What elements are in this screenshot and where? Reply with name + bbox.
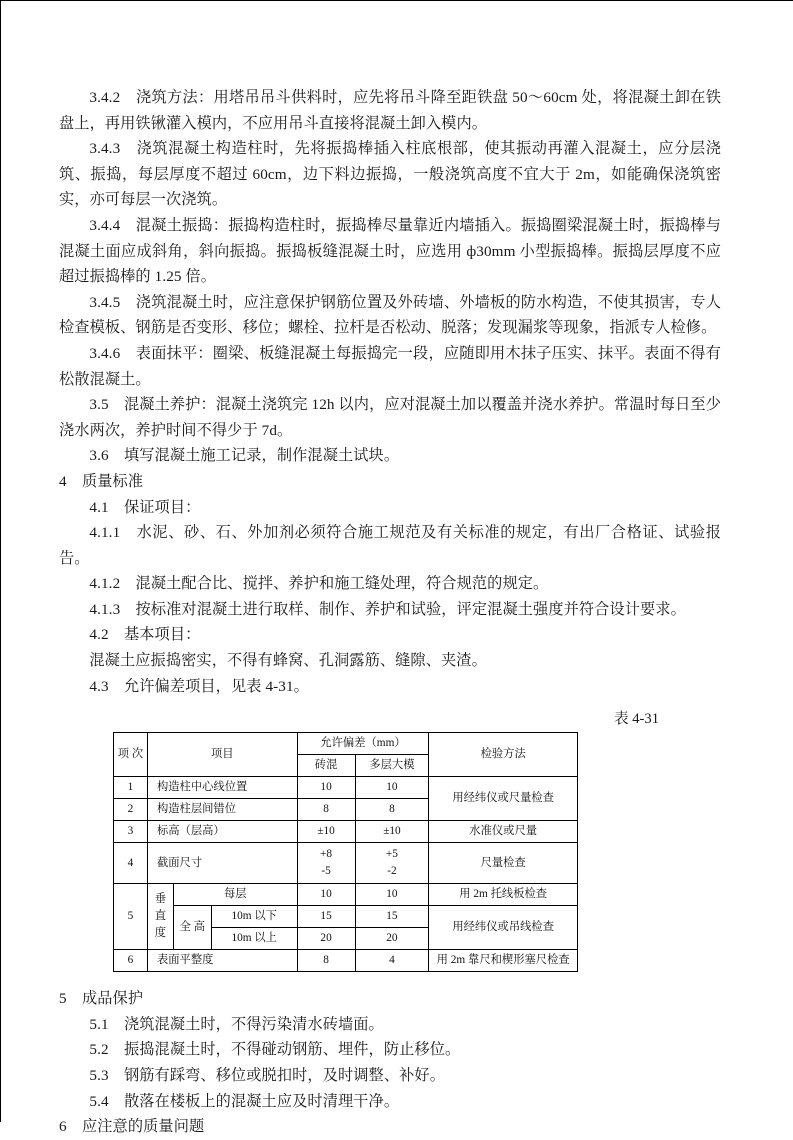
paragraph-3-4-2: 3.4.2 浇筑方法：用塔吊吊斗供料时，应先将吊斗降至距铁盘 50～60cm 处，将混凝土卸在铁盘上，再用铁锹灌入模内，不应用吊斗直接将混凝土卸入模内。 bbox=[59, 89, 721, 132]
row-5b-label: 10m 以下 bbox=[211, 906, 297, 928]
heading-5-product-protection: 5 成品保护 bbox=[59, 990, 144, 1008]
header-sub-multilayer-large-form: 多层大模 bbox=[355, 755, 429, 777]
tolerance-table-wrapper bbox=[113, 732, 578, 972]
table-row bbox=[114, 821, 578, 843]
header-index-line1: 项 bbox=[117, 748, 130, 761]
paragraph-3-4-4: 3.4.4 混凝土振捣：振捣构造柱时，振捣棒尽量靠近内墙插入。振捣圈梁混凝土时，振捣棒与混凝土面应成斜角，斜向振捣。振捣板缝混凝土时，应选用 ф30mm 小型振捣棒。振捣层厚度不应超过振捣棒的 1.25 倍。 bbox=[59, 216, 721, 286]
header-index-line2: 次 bbox=[131, 748, 144, 761]
paragraph-5-2: 5.2 振捣混凝土时，不得碰动钢筋、埋件，防止移位。 bbox=[89, 1041, 461, 1059]
table-row bbox=[114, 843, 578, 884]
table-row bbox=[114, 906, 578, 928]
row-5-group-char-1: 垂 bbox=[154, 893, 167, 906]
row-3-no: 3 bbox=[114, 821, 148, 843]
paragraph-4-2: 4.2 基本项目： bbox=[89, 626, 201, 644]
row-1-b: 10 bbox=[355, 777, 429, 799]
row-5a-b: 10 bbox=[355, 884, 429, 906]
row-1-no: 1 bbox=[114, 777, 148, 799]
tolerance-table bbox=[113, 732, 578, 972]
row-2-a: 8 bbox=[297, 799, 355, 821]
row-4-b bbox=[355, 843, 429, 884]
table-header-row-1 bbox=[114, 733, 578, 755]
paragraph-4-1-1: 4.1.1 水泥、砂、石、外加剂必须符合施工规范及有关标准的规定，有出厂合格证、试验报告。 bbox=[59, 524, 721, 567]
row-5-scope-char-2: 高 bbox=[193, 921, 206, 934]
paragraph-5-3: 5.3 钢筋有踩弯、移位或脱扣时，及时调整、补好。 bbox=[89, 1067, 445, 1085]
paragraph-3-6: 3.6 填写混凝土施工记录，制作混凝土试块。 bbox=[89, 447, 400, 465]
row-5-group-char-3: 度 bbox=[154, 927, 167, 940]
row-5c-b: 20 bbox=[355, 928, 429, 950]
row-5-scope-char-1: 全 bbox=[179, 921, 191, 934]
row-2-no: 2 bbox=[114, 799, 148, 821]
row-6-a: 8 bbox=[297, 950, 355, 972]
paragraph-3-4-3: 3.4.3 浇筑混凝土构造柱时，先将振捣棒插入柱底根部，使其振动再灌入混凝土，应分层浇筑、振捣，每层厚度不超过 60cm，边下料边振捣，一般浇筑高度不宜大于 2m，如能确保浇筑密实，亦可每层一次浇筑。 bbox=[59, 140, 721, 209]
row-5b-a: 15 bbox=[297, 906, 355, 928]
paragraph-4-1: 4.1 保证项目： bbox=[89, 498, 201, 516]
paragraph-4-3: 4.3 允许偏差项目，见表 4-31。 bbox=[89, 677, 309, 695]
heading-4-quality-standard: 4 质量标准 bbox=[59, 472, 144, 490]
row-6-b: 4 bbox=[355, 950, 429, 972]
paragraph-4-1-2: 4.1.2 混凝土配合比、搅拌、养护和施工缝处理，符合规范的规定。 bbox=[89, 575, 549, 593]
row-3-method: 水准仪或尺量 bbox=[429, 821, 578, 843]
heading-6-quality-issues: 6 应注意的质量问题 bbox=[59, 1118, 205, 1136]
header-index bbox=[114, 733, 148, 777]
row-4-a-lower: -5 bbox=[321, 865, 331, 878]
paragraph-5-4: 5.4 散落在楼板上的混凝土应及时清理干净。 bbox=[89, 1092, 400, 1110]
row-4-item: 截面尺寸 bbox=[147, 843, 297, 884]
row-3-a: ±10 bbox=[297, 821, 355, 843]
table-row bbox=[114, 884, 578, 906]
header-sub-brick-concrete: 砖混 bbox=[297, 755, 355, 777]
row-5a-a: 10 bbox=[297, 884, 355, 906]
row-5b-method: 用经纬仪或吊线检查 bbox=[429, 906, 578, 950]
header-method: 检验方法 bbox=[429, 733, 578, 777]
row-4-no: 4 bbox=[114, 843, 148, 884]
paragraph-3-4-6: 3.4.6 表面抹平：圈梁、板缝混凝土每振捣完一段，应随即用木抹子压实、抹平。表面不得有松散混凝土。 bbox=[59, 344, 721, 388]
row-4-a bbox=[297, 843, 355, 884]
table-row bbox=[114, 777, 578, 799]
row-5a-label: 每层 bbox=[173, 884, 297, 906]
table-row bbox=[114, 950, 578, 972]
row-1-item: 构造柱中心线位置 bbox=[147, 777, 297, 799]
row-2-b: 8 bbox=[355, 799, 429, 821]
header-item: 项目 bbox=[147, 733, 297, 777]
row-3-item: 标高（层高） bbox=[147, 821, 297, 843]
row-5-no: 5 bbox=[114, 884, 148, 950]
row-4-a-upper: +8 bbox=[320, 848, 333, 861]
row-2-item: 构造柱层间错位 bbox=[147, 799, 297, 821]
row-5c-label: 10m 以上 bbox=[211, 928, 297, 950]
row-4-b-upper: +5 bbox=[385, 848, 398, 861]
row-5-group-char-2: 直 bbox=[154, 910, 167, 923]
page-content bbox=[59, 85, 721, 1140]
paragraph-4-2-body: 混凝土应振捣密实，不得有蜂窝、孔洞露筋、缝隙、夹渣。 bbox=[89, 652, 487, 670]
row-6-item: 表面平整度 bbox=[147, 950, 297, 972]
row-6-no: 6 bbox=[114, 950, 148, 972]
header-tolerance: 允许偏差（mm） bbox=[297, 733, 429, 755]
row-4-b-lower: -2 bbox=[387, 865, 397, 878]
row-5-group-label bbox=[147, 884, 173, 950]
row-6-method: 用 2m 靠尺和楔形塞尺检查 bbox=[429, 950, 578, 972]
paragraph-5-1: 5.1 浇筑混凝土时，不得污染清水砖墙面。 bbox=[89, 1015, 384, 1033]
row-1-a: 10 bbox=[297, 777, 355, 799]
row-1-method: 用经纬仪或尺量检查 bbox=[429, 777, 578, 821]
row-5c-a: 20 bbox=[297, 928, 355, 950]
row-5b-b: 15 bbox=[355, 906, 429, 928]
table-caption: 表 4-31 bbox=[614, 711, 659, 728]
row-5-scope-label bbox=[173, 906, 211, 950]
paragraph-3-4-5: 3.4.5 浇筑混凝土时，应注意保护钢筋位置及外砖墙、外墙板的防水构造，不使其损害，专人检查模板、钢筋是否变形、移位；螺栓、拉杆是否松动、脱落；发现漏浆等现象，指派专人检修。 bbox=[59, 293, 721, 337]
paragraph-3-5: 3.5 混凝土养护：混凝土浇筑完 12h 以内，应对混凝土加以覆盖并浇水养护。常温时每日至少浇水两次，养护时间不得少于 7d。 bbox=[59, 396, 721, 439]
paragraph-4-1-3: 4.1.3 按标准对混凝土进行取样、制作、养护和试验，评定混凝土强度并符合设计要求。 bbox=[89, 600, 686, 618]
row-3-b: ±10 bbox=[355, 821, 429, 843]
row-5a-method: 用 2m 托线板检查 bbox=[429, 884, 578, 906]
row-4-method: 尺量检查 bbox=[429, 843, 578, 884]
